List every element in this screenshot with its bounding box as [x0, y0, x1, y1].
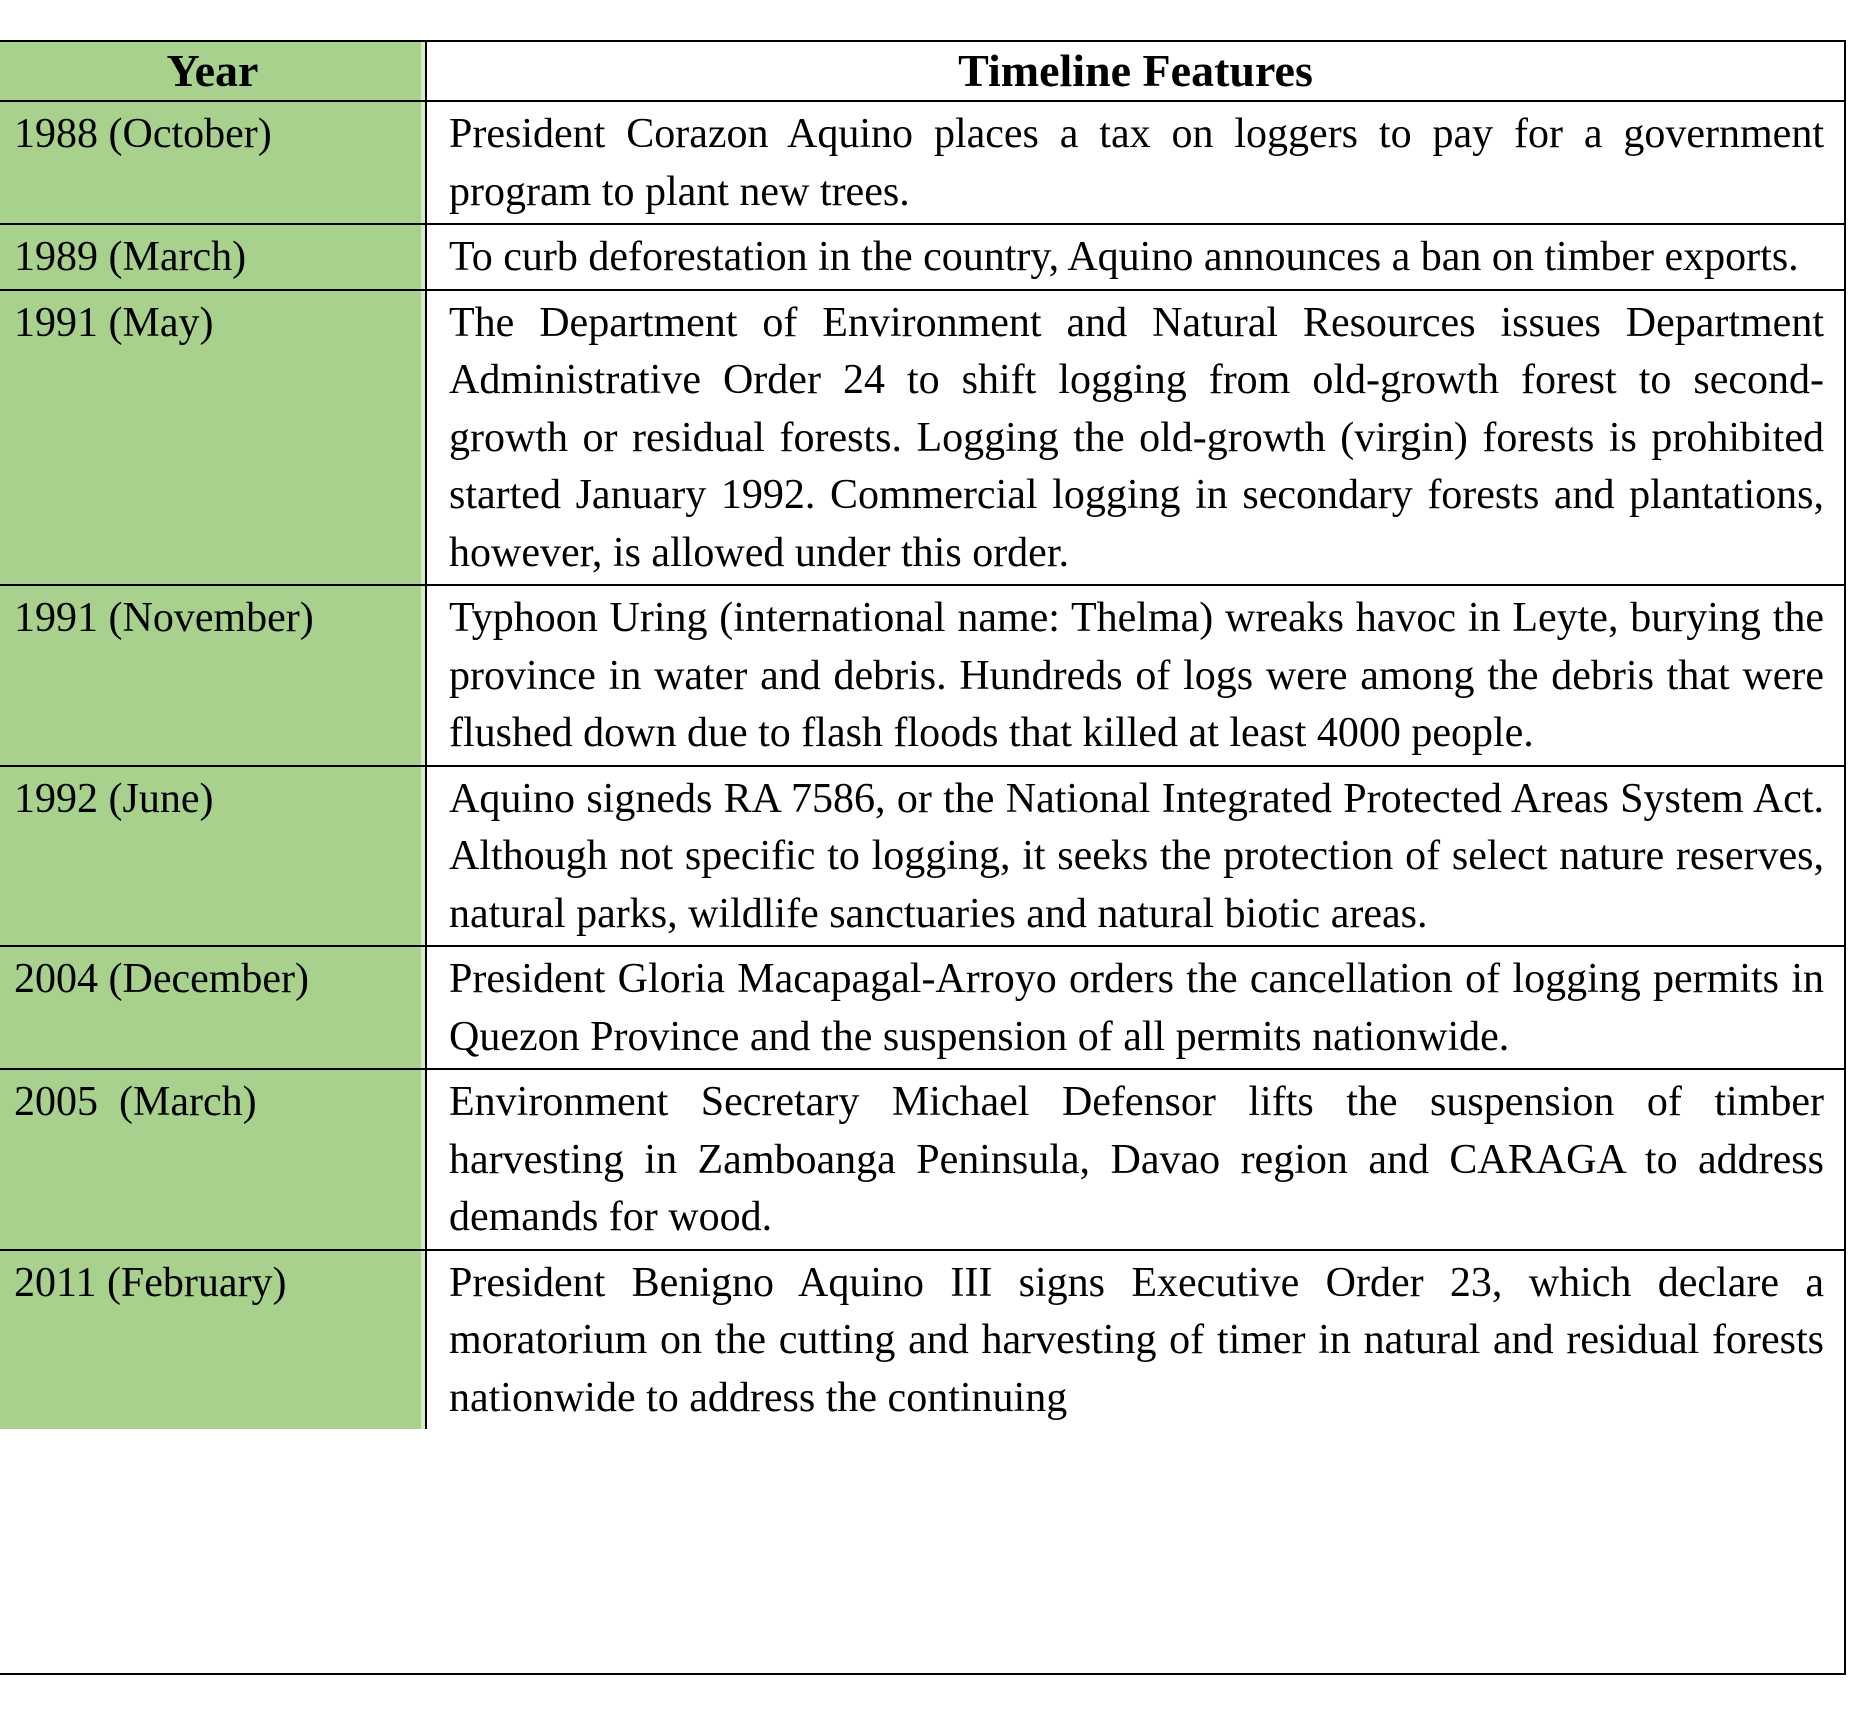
- table-row: [0, 946, 1844, 1069]
- features-cell: To curb deforestation in the country, Aquino announces a ban on timber exports.: [449, 234, 1799, 280]
- table-row: [0, 101, 1844, 224]
- year-cell: 2005 (March): [0, 1069, 426, 1250]
- year-column-header: Year: [0, 42, 426, 101]
- year-cell: 1992 (June): [0, 766, 426, 947]
- timeline-table: [0, 42, 1844, 1429]
- table-body: [0, 101, 1844, 1429]
- header-row: [0, 42, 1844, 101]
- table-row: [0, 290, 1844, 586]
- features-column-header: Timeline Features: [426, 42, 1844, 101]
- year-cell: 1991 (May): [0, 290, 426, 586]
- features-cell: The Department of Environment and Natural Resources issues Department Administrative Order 24 to shift logging from old-growth forest to second-growth or residual forests. Logging the old-growth (virgin) forests is prohibited started January 1992. Commercial logging in secondary forests and plantations, however, is allowed under this order.: [449, 299, 1824, 576]
- table-row: [0, 224, 1844, 290]
- year-cell: 1989 (March): [0, 224, 426, 290]
- table-row: [0, 766, 1844, 947]
- year-cell: 1991 (November): [0, 585, 426, 766]
- table-header: [0, 42, 1844, 101]
- year-cell: 1988 (October): [0, 101, 426, 224]
- table-row: [0, 1250, 1844, 1430]
- features-cell: President Corazon Aquino places a tax on loggers to pay for a government program to plant new trees.: [449, 111, 1824, 215]
- table-row: [0, 585, 1844, 766]
- table-row: [0, 1069, 1844, 1250]
- features-cell: President Benigno Aquino III signs Executive Order 23, which declare a moratorium on the cutting and harvesting of timer in natural and residual forests nationwide to address the continuing: [449, 1259, 1824, 1421]
- year-cell: 2011 (February): [0, 1250, 426, 1430]
- features-cell: President Gloria Macapagal-Arroyo orders the cancellation of logging permits in Quezon Province and the suspension of all permits nationwide.: [449, 956, 1824, 1060]
- timeline-table-container: [0, 40, 1846, 1675]
- features-cell: Typhoon Uring (international name: Thelma) wreaks havoc in Leyte, burying the province in water and debris. Hundreds of logs were among the debris that were flushed down due to flash floods that killed at least 4000 people.: [449, 595, 1824, 756]
- year-cell: 2004 (December): [0, 946, 426, 1069]
- features-cell: Environment Secretary Michael Defensor lifts the suspension of timber harvesting in Zamboanga Peninsula, Davao region and CARAGA to address demands for wood.: [449, 1079, 1824, 1240]
- features-cell: Aquino signeds RA 7586, or the National Integrated Protected Areas System Act. Although not specific to logging, it seeks the protection of select nature reserves, natural parks, wildlife sanctuaries and natural biotic areas.: [449, 775, 1824, 937]
